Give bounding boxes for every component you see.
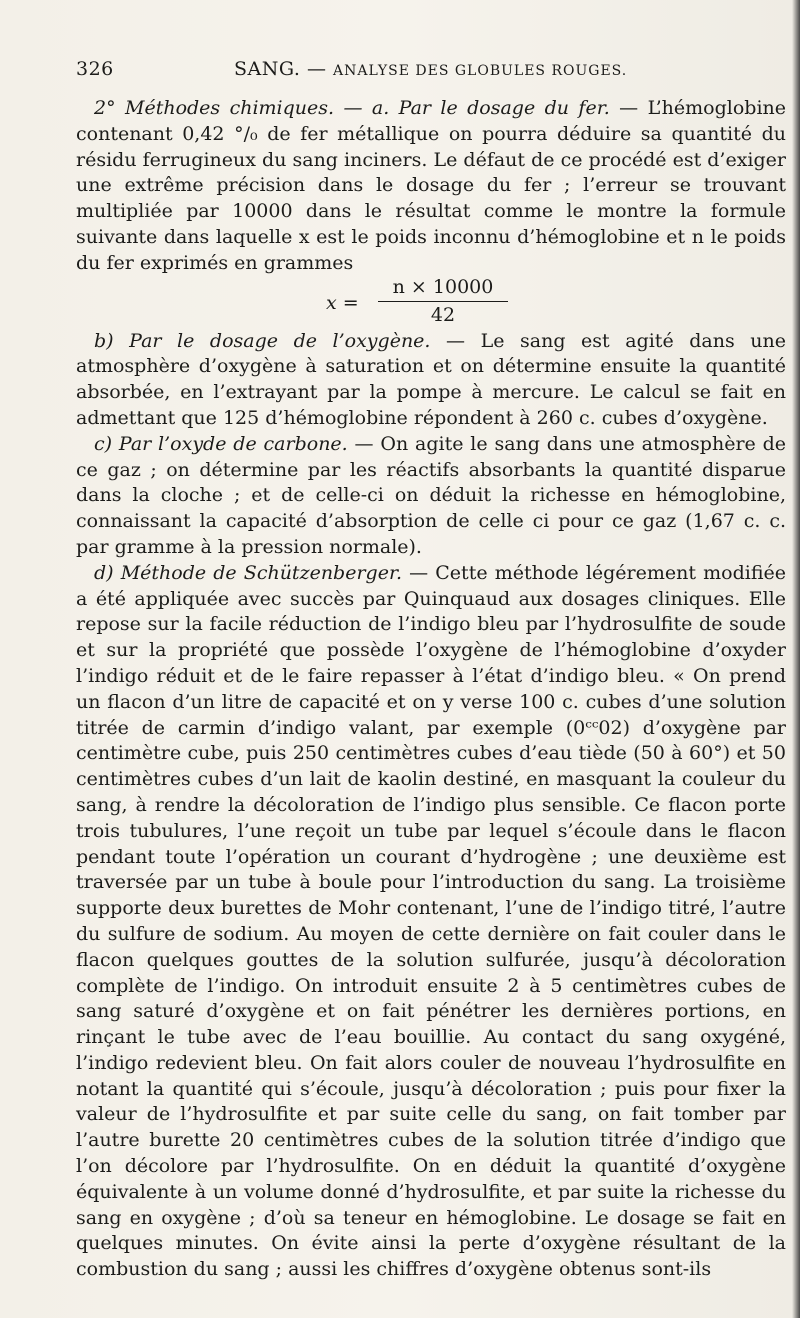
running-head-subtitle: ANALYSE DES GLOBULES ROUGES. (333, 63, 628, 79)
section-title-carbon-monoxide: c) Par l’oxyde de carbone. (94, 432, 348, 455)
formula-numerator: n × 10000 (392, 275, 494, 298)
formula-denominator: 42 (430, 303, 456, 326)
running-head-main: SANG. — (234, 58, 327, 80)
paragraph-text: — Cette méthode légérement modifiée a été appliquée avec succès par Quinquaud aux dosages cliniques. Elle repose sur la facile réduction de l’indigo bleu par l’hydrosulfite de soude et sur la propriété que possède l’oxygène de l’hémoglobine d’oxyder l’indigo réduit et de le faire repasser à l’état d’indigo bleu. « On prend un flacon d’un litre de capacité et on y verse 100 c. cubes d’une solution titrée de carmin d’indigo valant, par exemple (0ᶜᶜ02) d’oxygène par centimètre cube, puis 250 centimètres cubes d’eau tiède (50 à 60°) et 50 centimètres cubes d’un lait de kaolin destiné, en masquant la couleur du sang, à rendre la décoloration de l’indigo plus sensible. Ce flacon porte trois tubulures, l’une reçoit un tube par lequel s’écoule dans le flacon pendant toute l’opération un courant d’hydrogène ; une deuxième est traversée par un tube à boule pour l’introduction du sang. La troisième supporte deux burettes de Mohr contenant, l’une de l’indigo titré, l’autre du sulfure de sodium. Au moyen de cette dernière on fait couler dans le flacon quelques gouttes de la solution sulfurée, jusqu’à décoloration complète de l’indigo. On introduit ensuite 2 à 5 centimètres cubes de sang saturé d’oxygène et on fait pénétrer les dernières portions, en rinçant le tube avec de l’eau bouillie. Au contact du sang oxygéné, l’indigo redevient bleu. On fait alors couler de nouveau l’hydrosulfite en notant la quantité qui s’écoule, jusqu’à décoloration ; puis pour fixer la valeur de l’hydrosulfite et par suite celle du sang, on fait tomber par l’autre burette 20 centimètres cubes de la solution titrée d’indigo que l’on décolore par l’hydrosulfite. On en déduit la quantité d’oxygène équivalente à un volume donné d’hydrosulfite, et par suite la richesse du sang en oxygène ; d’où sa teneur en hémoglobine. Le dosage se fait en quelques minutes. On évite ainsi la perte d’oxygène résultant de la combustion du sang ; aussi les chiffres d’oxygène obtenus sont-ils (76, 561, 786, 1281)
page-header (76, 58, 796, 88)
section-title-iron-dosage: 2° Méthodes chimiques. — a. Par le dosage du fer. (94, 97, 610, 119)
running-head (234, 58, 627, 80)
paragraph-text: — L’hémoglobine contenant 0,42 °/₀ de fer métallique on pourra déduire sa quantité du résidu ferrugineux du sang inciners. Le défaut de ce procédé est d’exiger une extrême précision dans le dosage du fer ; l’erreur se trouvant multipliée par 10000 dans le résultat comme le montre la formule suivante dans laquelle x est le poids inconnu d’hémoglobine et n le poids du fer exprimés en grammes (76, 97, 787, 274)
page-edge-shadow (792, 0, 800, 1318)
paragraph-oxygen (76, 329, 786, 432)
page-number: 326 (76, 58, 114, 80)
paragraph-text: — Le sang est agité dans une atmosphère d’oxygène à saturation et on détermine ensuite la quantité absorbée, en l’extrayant par la pompe à mercure. Le calcul se fait en admettant que 125 d’hémoglobine répondent à 260 c. cubes d’oxygène. (76, 329, 787, 429)
paragraph-chemical-methods (76, 96, 786, 277)
body-text (76, 96, 786, 1283)
section-title-oxygen: b) Par le dosage de l’oxygène. (94, 329, 431, 352)
paragraph-schutzenberger (76, 561, 786, 1283)
section-title-schutzenberger: d) Méthode de Schützenberger. (94, 561, 402, 584)
fraction (326, 277, 576, 329)
formula (76, 277, 786, 329)
paragraph-text: — On agite le sang dans une atmosphère de ce gaz ; on détermine par les réactifs absorbants la quantité disparue dans la cloche ; et de celle-ci on déduit la richesse en hémoglobine, connaissant la capacité d’absorption de celle ci pour ce gaz (1,67 c. c. par gramme à la pression normale). (76, 432, 787, 558)
paragraph-carbon-monoxide (76, 432, 786, 561)
formula-lhs: x = (326, 291, 359, 314)
